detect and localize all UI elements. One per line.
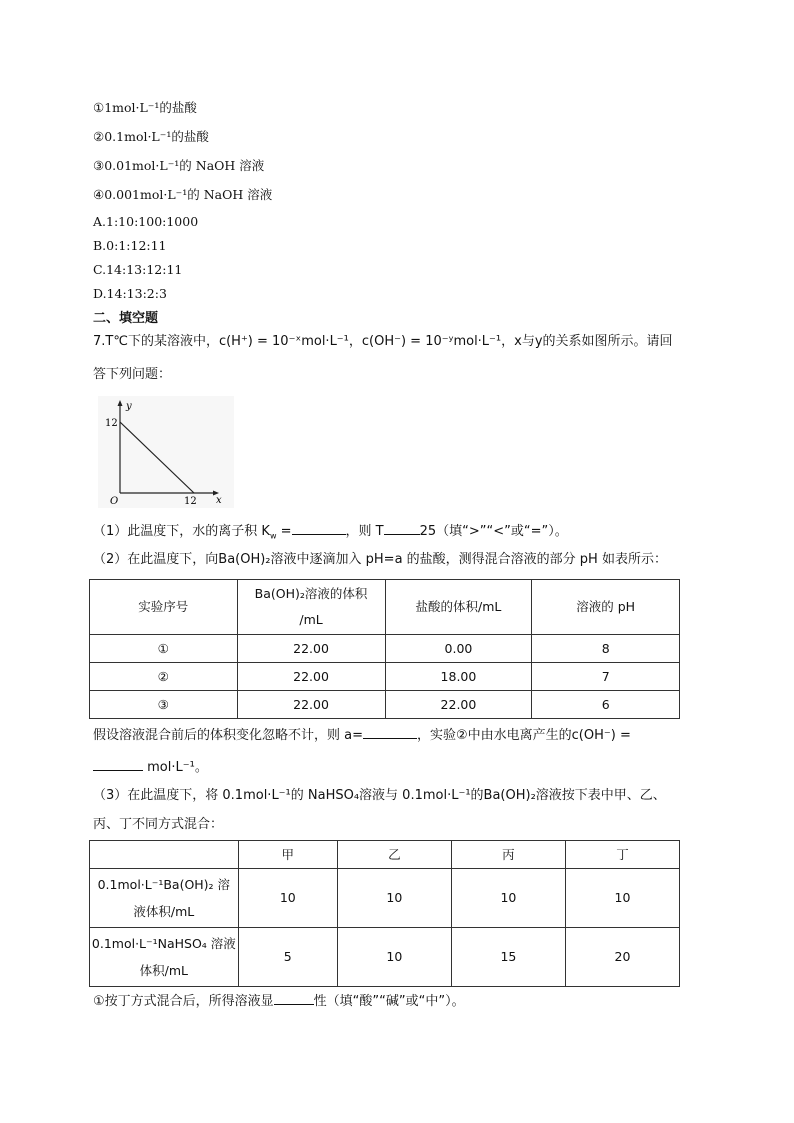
q7-after-table1: [93, 725, 631, 745]
y-axis-label: y: [126, 401, 132, 412]
xy-line: [120, 422, 194, 493]
header-cell: 盐酸的体积/mL: [385, 580, 532, 635]
q7-part1-text-a: （1）此温度下，水的离子积 K: [93, 524, 270, 539]
section-title: 二、填空题: [93, 311, 159, 326]
q7-part1: [93, 521, 568, 546]
mixing-table: [89, 840, 680, 987]
after-table1-text-c: mol·L⁻¹。: [147, 760, 208, 775]
q7-part1-text-b: =: [276, 524, 292, 539]
after-table1-text-a: 假设溶液混合前后的体积变化忽略不计，则 a=: [93, 728, 363, 743]
table-cell: 10: [337, 869, 451, 928]
q7-part2: （2）在此温度下，向Ba(OH)₂溶液中逐滴加入 pH=a 的盐酸，测得混合溶液的部分 pH 如表所示：: [93, 552, 667, 567]
y-axis-arrow: [118, 400, 123, 406]
q7-part3-sub1: [93, 991, 465, 1011]
row-label-line: 体积/mL: [139, 963, 189, 978]
table-row: [90, 635, 680, 663]
acidity-answer-blank[interactable]: [274, 991, 314, 1005]
row-label-line: 液体积/mL: [133, 904, 195, 919]
q7-stem-line1: 7.T℃下的某溶液中，c(H⁺) = 10⁻ˣmol·L⁻¹，c(OH⁻) = 10⁻ʸmol·L⁻¹，x与y的关系如图所示。请回: [93, 334, 673, 349]
final-text-a: ①按丁方式混合后，所得溶液显: [93, 994, 274, 1009]
header-cell: [90, 841, 239, 869]
row-label-cell: [90, 869, 239, 928]
q7-part3-line1: （3）在此温度下，将 0.1mol·L⁻¹的 NaHSO₄溶液与 0.1mol·L⁻¹的Ba(OH)₂溶液按下表中甲、乙、: [93, 788, 666, 803]
option-c: C.14:13:12:11: [93, 262, 183, 277]
header-cell: 实验序号: [90, 580, 238, 635]
q7-part1-text-d: 25（填“>”“<”或“=”）。: [419, 524, 568, 539]
row-label-line: 0.1mol·L⁻¹NaHSO₄ 溶液: [91, 936, 236, 951]
q7-after-table1-line2: [93, 757, 208, 777]
table-row: [90, 869, 680, 928]
table-cell: 10: [565, 869, 679, 928]
row-label-cell: [90, 928, 239, 987]
q7-part3-line2: 丙、丁不同方式混合：: [93, 817, 224, 832]
row-label-line: 0.1mol·L⁻¹Ba(OH)₂ 溶: [97, 877, 231, 892]
origin-label: O: [110, 496, 119, 507]
header-cell: 乙: [337, 841, 451, 869]
temperature-compare-blank[interactable]: [384, 521, 420, 535]
kw-answer-blank[interactable]: [292, 521, 346, 535]
x-intercept-label: 12: [184, 496, 197, 507]
header-cell: 丙: [451, 841, 565, 869]
q7-stem-line2: 答下列问题：: [93, 367, 172, 382]
header-cell: [237, 580, 385, 635]
table-cell: ③: [90, 691, 238, 719]
table-cell: 10: [337, 928, 451, 987]
header-cell: 丁: [565, 841, 679, 869]
x-axis-label: x: [216, 495, 222, 506]
choice-item-3: ③0.01mol·L⁻¹的 NaOH 溶液: [93, 158, 265, 173]
y-intercept-label: 12: [105, 418, 118, 429]
table-row: [90, 691, 680, 719]
table-cell: 10: [238, 869, 337, 928]
table-cell: 18.00: [385, 663, 532, 691]
table-cell: 20: [565, 928, 679, 987]
table-header-row: [90, 841, 680, 869]
q7-part1-sub: w: [269, 531, 277, 541]
table-cell: 10: [451, 869, 565, 928]
table-cell: 0.00: [385, 635, 532, 663]
table-cell: ①: [90, 635, 238, 663]
header-cell: 甲: [238, 841, 337, 869]
table-header-row: [90, 580, 680, 635]
choice-item-4: ④0.001mol·L⁻¹的 NaOH 溶液: [93, 187, 273, 202]
table-cell: 22.00: [237, 635, 385, 663]
table-row: [90, 928, 680, 987]
final-text-b: 性（填“酸”“碱”或“中”）。: [313, 994, 465, 1009]
option-d: D.14:13:2:3: [93, 286, 167, 301]
xy-graph: [98, 396, 234, 508]
option-a: A.1:10:100:1000: [93, 214, 199, 229]
table-cell: 22.00: [237, 663, 385, 691]
choice-item-2: ②0.1mol·L⁻¹的盐酸: [93, 129, 209, 144]
table-cell: 5: [238, 928, 337, 987]
header-cell-line: /mL: [299, 612, 323, 627]
table-cell: ②: [90, 663, 238, 691]
choice-item-1: ①1mol·L⁻¹的盐酸: [93, 100, 197, 115]
header-cell: 溶液的 pH: [532, 580, 680, 635]
ph-table: [89, 579, 680, 719]
table-cell: 22.00: [237, 691, 385, 719]
table-cell: 15: [451, 928, 565, 987]
after-table1-text-b: ，实验②中由水电离产生的c(OH⁻) =: [417, 728, 631, 743]
option-b: B.0:1:12:11: [93, 238, 167, 253]
q7-part1-text-c: ，则 T: [345, 524, 384, 539]
table-row: [90, 663, 680, 691]
oh-concentration-blank[interactable]: [93, 757, 143, 771]
header-cell-line: Ba(OH)₂溶液的体积: [254, 586, 368, 601]
table-cell: 22.00: [385, 691, 532, 719]
table-cell: 6: [532, 691, 680, 719]
a-value-blank[interactable]: [363, 725, 417, 739]
table-cell: 7: [532, 663, 680, 691]
table-cell: 8: [532, 635, 680, 663]
xy-graph-svg: [98, 396, 234, 508]
